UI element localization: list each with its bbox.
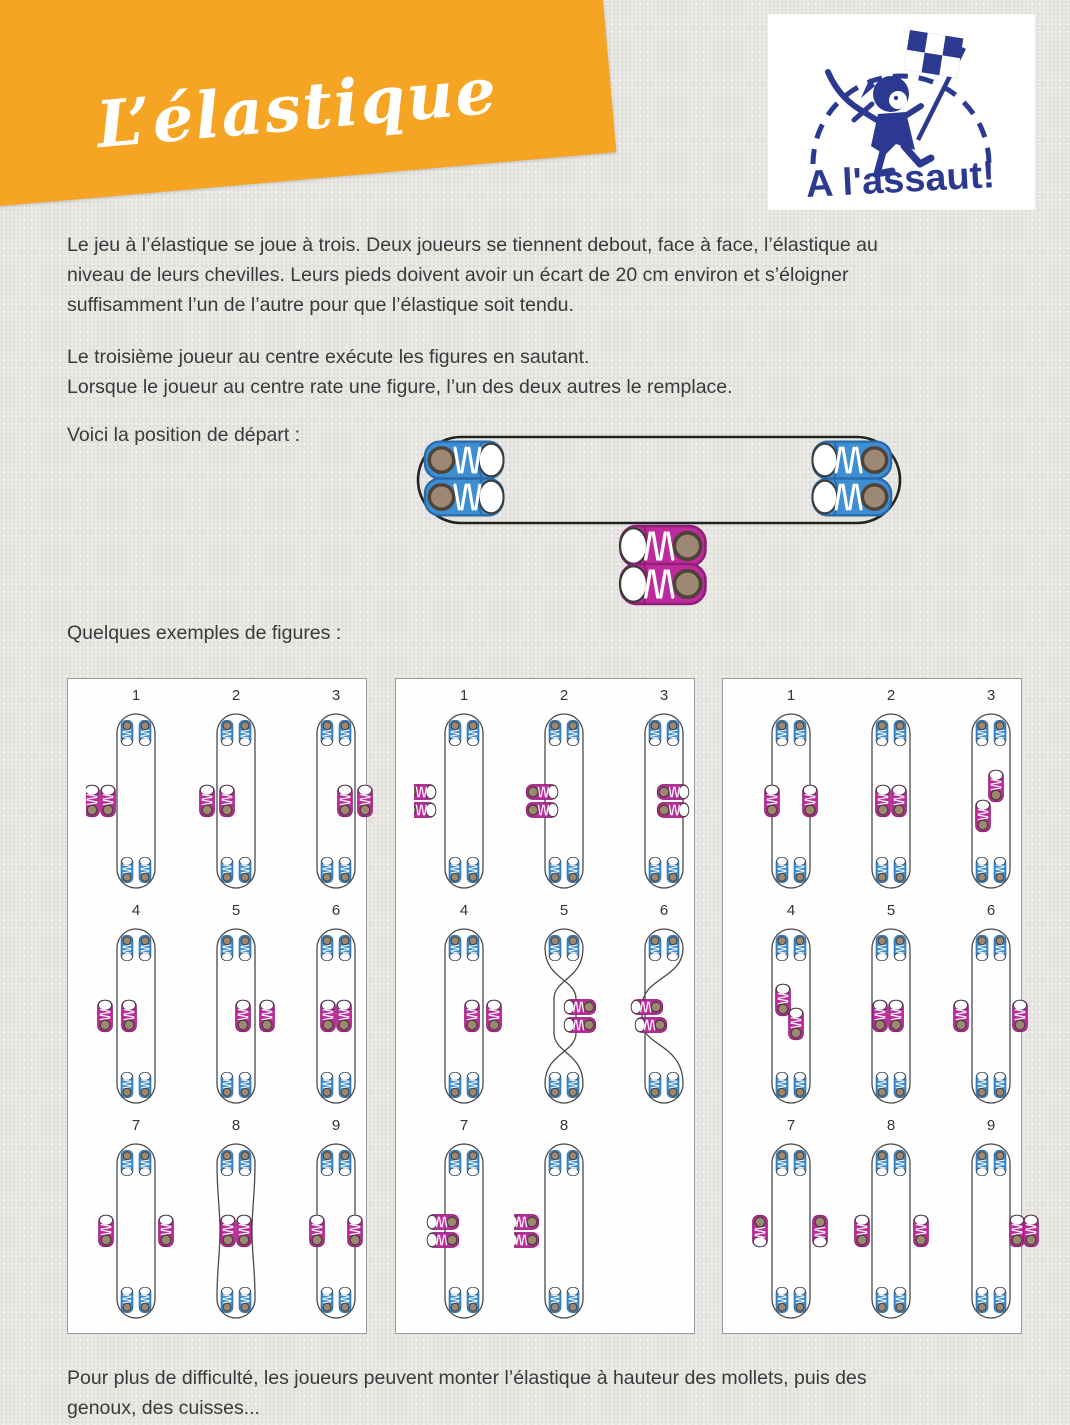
- figure-number: 8: [231, 1117, 241, 1134]
- figure-number: 9: [986, 1117, 996, 1134]
- figure-number: 5: [559, 902, 569, 919]
- shoe-icon: [449, 720, 461, 745]
- shoe-icon: [873, 1000, 888, 1031]
- figure-cell: [841, 687, 941, 899]
- shoe-icon: [321, 1287, 333, 1312]
- shoe-icon: [139, 857, 151, 882]
- figure-cell: [741, 902, 841, 1114]
- figure-diagram: [186, 706, 286, 896]
- shoe-icon: [894, 720, 906, 745]
- figure-number: 6: [659, 902, 669, 919]
- shoe-icon: [121, 1072, 133, 1097]
- shoe-icon: [976, 800, 991, 831]
- shoe-icon: [894, 857, 906, 882]
- figure-number: 8: [886, 1117, 896, 1134]
- shoe-icon: [657, 803, 688, 818]
- shoe-icon: [339, 857, 351, 882]
- shoe-icon: [220, 785, 235, 816]
- shoe-icon: [631, 1000, 662, 1015]
- shoe-icon: [889, 1000, 904, 1031]
- shoe-icon: [794, 720, 806, 745]
- figure-number: 5: [886, 902, 896, 919]
- shoe-icon: [98, 1000, 113, 1031]
- shoe-icon: [414, 785, 436, 800]
- shoe-icon: [794, 1287, 806, 1312]
- shoe-icon: [121, 857, 133, 882]
- shoe-icon: [876, 935, 888, 960]
- shoe-icon: [776, 720, 788, 745]
- shoe-icon: [567, 720, 579, 745]
- shoe-icon: [239, 1150, 251, 1175]
- shoe-icon: [667, 935, 679, 960]
- shoe-icon: [467, 857, 479, 882]
- figures-heading: Quelques exemples de figures :: [67, 622, 342, 644]
- shoe-icon: [321, 1072, 333, 1097]
- shoe-icon: [159, 1215, 174, 1246]
- shoe-icon: [549, 857, 561, 882]
- figure-number: 1: [131, 687, 141, 704]
- shoe-icon: [487, 1000, 502, 1031]
- figure-diagram: [86, 921, 186, 1111]
- shoe-icon: [976, 1150, 988, 1175]
- shoe-icon: [321, 1150, 333, 1175]
- figure-number: 1: [786, 687, 796, 704]
- shoe-icon: [667, 1072, 679, 1097]
- shoe-icon: [776, 1287, 788, 1312]
- figure-number: 3: [659, 687, 669, 704]
- shoe-icon: [467, 1150, 479, 1175]
- page-title: L’élastique: [93, 53, 501, 164]
- figure-cell: [514, 902, 614, 1114]
- figure-number: 4: [786, 902, 796, 919]
- shoe-icon: [976, 935, 988, 960]
- shoe-icon: [876, 720, 888, 745]
- shoe-icon: [894, 1072, 906, 1097]
- shoe-icon: [635, 1018, 666, 1033]
- shoe-icon: [976, 1072, 988, 1097]
- shoe-icon: [239, 857, 251, 882]
- figure-cell: [414, 687, 514, 899]
- shoe-icon: [753, 1215, 768, 1246]
- shoe-icon: [989, 770, 1004, 801]
- figure-diagram: [286, 921, 386, 1111]
- shoe-icon: [121, 720, 133, 745]
- figure-cell: [941, 1117, 1041, 1329]
- shoe-icon: [776, 984, 791, 1015]
- shoe-icon: [894, 935, 906, 960]
- figure-number: 2: [886, 687, 896, 704]
- figure-diagram: [86, 1136, 186, 1326]
- figure-cell: [514, 1117, 614, 1329]
- figure-cell: [86, 902, 186, 1114]
- figure-number: 3: [331, 687, 341, 704]
- figure-number: 9: [331, 1117, 341, 1134]
- figure-number: 3: [986, 687, 996, 704]
- figure-diagram: [841, 706, 941, 896]
- shoe-icon: [139, 720, 151, 745]
- shoe-icon: [121, 1287, 133, 1312]
- shoe-icon: [549, 1150, 561, 1175]
- figure-cell: [86, 687, 186, 899]
- shoe-icon: [348, 1215, 363, 1246]
- logo-title: A l'assaut!: [804, 154, 996, 206]
- shoe-icon: [514, 1233, 539, 1248]
- shoe-icon: [514, 1215, 539, 1230]
- shoe-icon: [221, 1150, 233, 1175]
- shoe-icon: [221, 1287, 233, 1312]
- figure-number: 6: [331, 902, 341, 919]
- flag-icon: [904, 30, 964, 140]
- shoe-icon: [567, 857, 579, 882]
- shoe-icon: [358, 785, 373, 816]
- shoe-icon: [549, 1287, 561, 1312]
- shoe-icon: [876, 857, 888, 882]
- figure-cell: [414, 902, 514, 1114]
- shoe-icon: [813, 1215, 828, 1246]
- start-position-label: Voici la position de départ :: [67, 424, 301, 446]
- shoe-icon: [994, 857, 1006, 882]
- figure-diagram: [941, 921, 1041, 1111]
- shoe-icon: [812, 479, 891, 516]
- shoe-icon: [976, 720, 988, 745]
- shoe-icon: [427, 1215, 458, 1230]
- intro-p2-line2: Lorsque le joueur au centre rate une figure, l’un des deux autres le remplace.: [67, 376, 733, 398]
- shoe-icon: [221, 720, 233, 745]
- shoe-icon: [876, 1150, 888, 1175]
- shoe-icon: [321, 720, 333, 745]
- shoe-icon: [876, 1072, 888, 1097]
- shoe-icon: [339, 1072, 351, 1097]
- shoe-icon: [649, 720, 661, 745]
- figure-cell: [186, 1117, 286, 1329]
- footer-line1: Pour plus de difficulté, les joueurs peuvent monter l’élastique à hauteur des mollets, puis des: [67, 1367, 867, 1389]
- shoe-icon: [239, 935, 251, 960]
- shoe-icon: [994, 1150, 1006, 1175]
- intro-p1-line1: Le jeu à l’élastique se joue à trois. Deux joueurs se tiennent debout, face à face, l’élastique au: [67, 234, 878, 256]
- shoe-icon: [794, 1150, 806, 1175]
- shoe-icon: [337, 1000, 352, 1031]
- figure-cell: [286, 687, 386, 899]
- intro-paragraph-1: [67, 230, 878, 320]
- figure-cell: [186, 902, 286, 1114]
- shoe-icon: [564, 1000, 595, 1015]
- shoe-icon: [321, 1000, 336, 1031]
- shoe-icon: [789, 1008, 804, 1039]
- figure-cell: [841, 902, 941, 1114]
- figure-cell: [941, 902, 1041, 1114]
- shoe-icon: [427, 1233, 458, 1248]
- shoe-icon: [667, 720, 679, 745]
- shoe-icon: [86, 785, 99, 816]
- shoe-icon: [414, 803, 436, 818]
- figure-diagram: [741, 921, 841, 1111]
- figure-diagram: [614, 921, 714, 1111]
- footer-line2: genoux, des cuisses...: [67, 1397, 260, 1419]
- shoe-icon: [139, 1072, 151, 1097]
- figure-number: 1: [459, 687, 469, 704]
- shoe-icon: [449, 935, 461, 960]
- start-position-diagram: [410, 430, 950, 615]
- figure-diagram: [86, 706, 186, 896]
- intro-p2-line1: Le troisième joueur au centre exécute les figures en sautant.: [67, 346, 590, 368]
- figure-diagram: [741, 706, 841, 896]
- logo: [768, 14, 1035, 210]
- shoe-icon: [321, 857, 333, 882]
- shoe-icon: [236, 1000, 251, 1031]
- shoe-icon: [121, 935, 133, 960]
- intro-p1-line2: niveau de leurs chevilles. Leurs pieds doivent avoir un écart de 20 cm environ et s’éloigner: [67, 264, 849, 286]
- shoe-icon: [549, 1072, 561, 1097]
- shoe-icon: [649, 857, 661, 882]
- shoe-icon: [667, 857, 679, 882]
- shoe-icon: [994, 1072, 1006, 1097]
- shoe-icon: [657, 785, 688, 800]
- figures-panel-2: [395, 678, 695, 1334]
- shoe-icon: [121, 1150, 133, 1175]
- intro-paragraph-2: [67, 342, 733, 402]
- figure-number: 7: [131, 1117, 141, 1134]
- intro-p1-line3: suffisamment l’un de l’autre pour que l’élastique soit tendu.: [67, 294, 574, 316]
- shoe-icon: [649, 935, 661, 960]
- shoe-icon: [101, 785, 116, 816]
- shoe-icon: [338, 785, 353, 816]
- figure-cell: [414, 1117, 514, 1329]
- shoe-icon: [99, 1215, 114, 1246]
- shoe-icon: [776, 857, 788, 882]
- figure-cell: [286, 902, 386, 1114]
- figure-diagram: [841, 1136, 941, 1326]
- shoe-icon: [914, 1215, 929, 1246]
- shoe-icon: [812, 442, 891, 479]
- shoe-icon: [620, 526, 706, 566]
- figure-cell: [614, 687, 714, 899]
- shoe-icon: [994, 935, 1006, 960]
- shoe-icon: [954, 1000, 969, 1031]
- footer-paragraph: [67, 1363, 867, 1423]
- figures-panel-1: [67, 678, 367, 1334]
- shoe-icon: [260, 1000, 275, 1031]
- figure-number: 8: [559, 1117, 569, 1134]
- figures-panel-3: [722, 678, 1022, 1334]
- shoe-icon: [892, 785, 907, 816]
- shoe-icon: [221, 1215, 236, 1246]
- shoe-icon: [567, 1072, 579, 1097]
- figure-diagram: [941, 706, 1041, 896]
- shoe-icon: [794, 1072, 806, 1097]
- figure-diagram: [514, 1136, 614, 1326]
- figure-diagram: [614, 706, 714, 896]
- shoe-icon: [449, 1287, 461, 1312]
- shoe-icon: [526, 785, 557, 800]
- figure-diagram: [514, 706, 614, 896]
- shoe-icon: [239, 720, 251, 745]
- shoe-icon: [139, 935, 151, 960]
- figure-number: 4: [459, 902, 469, 919]
- shoe-icon: [894, 1287, 906, 1312]
- shoe-icon: [994, 1287, 1006, 1312]
- shoe-icon: [803, 785, 818, 816]
- shoe-icon: [467, 935, 479, 960]
- shoe-icon: [449, 1072, 461, 1097]
- shoe-icon: [776, 1150, 788, 1175]
- figure-diagram: [186, 1136, 286, 1326]
- figure-number: 7: [786, 1117, 796, 1134]
- shoe-icon: [1024, 1215, 1039, 1246]
- figure-diagram: [414, 706, 514, 896]
- figure-cell: [286, 1117, 386, 1329]
- shoe-icon: [794, 935, 806, 960]
- figure-cell: [841, 1117, 941, 1329]
- figure-diagram: [414, 1136, 514, 1326]
- shoe-icon: [467, 720, 479, 745]
- shoe-icon: [876, 785, 891, 816]
- figure-diagram: [186, 921, 286, 1111]
- shoe-icon: [239, 1287, 251, 1312]
- figure-number: 2: [231, 687, 241, 704]
- shoe-icon: [425, 442, 504, 479]
- shoe-icon: [1013, 1000, 1028, 1031]
- shoe-icon: [465, 1000, 480, 1031]
- figure-diagram: [841, 921, 941, 1111]
- figure-cell: [514, 687, 614, 899]
- figure-number: 2: [559, 687, 569, 704]
- shoe-icon: [221, 935, 233, 960]
- shoe-icon: [339, 1150, 351, 1175]
- shoe-icon: [876, 1287, 888, 1312]
- shoe-icon: [467, 1287, 479, 1312]
- figure-diagram: [414, 921, 514, 1111]
- shoe-icon: [221, 857, 233, 882]
- figure-diagram: [941, 1136, 1041, 1326]
- shoe-icon: [976, 1287, 988, 1312]
- shoe-icon: [567, 1150, 579, 1175]
- shoe-icon: [139, 1287, 151, 1312]
- shoe-icon: [122, 1000, 137, 1031]
- shoe-icon: [1010, 1215, 1025, 1246]
- shoe-icon: [994, 720, 1006, 745]
- shoe-icon: [526, 803, 557, 818]
- figure-number: 7: [459, 1117, 469, 1134]
- logo-graphic: [768, 14, 1035, 210]
- figure-cell: [614, 902, 714, 1114]
- figure-cell: [741, 1117, 841, 1329]
- figure-number: 6: [986, 902, 996, 919]
- figure-cell: [86, 1117, 186, 1329]
- shoe-icon: [620, 564, 706, 604]
- shoe-icon: [339, 935, 351, 960]
- shoe-icon: [339, 720, 351, 745]
- shoe-icon: [239, 1072, 251, 1097]
- shoe-icon: [549, 720, 561, 745]
- figure-number: 5: [231, 902, 241, 919]
- shoe-icon: [794, 857, 806, 882]
- shoe-icon: [976, 857, 988, 882]
- figure-number: 4: [131, 902, 141, 919]
- shoe-icon: [237, 1215, 252, 1246]
- shoe-icon: [765, 785, 780, 816]
- title-banner: [0, 0, 616, 207]
- shoe-icon: [425, 479, 504, 516]
- figure-diagram: [286, 706, 386, 896]
- shoe-icon: [321, 935, 333, 960]
- shoe-icon: [567, 935, 579, 960]
- shoe-icon: [564, 1018, 595, 1033]
- figure-diagram: [286, 1136, 386, 1326]
- shoe-icon: [139, 1150, 151, 1175]
- figure-diagram: [741, 1136, 841, 1326]
- shoe-icon: [855, 1215, 870, 1246]
- shoe-icon: [310, 1215, 325, 1246]
- shoe-icon: [200, 785, 215, 816]
- shoe-icon: [549, 935, 561, 960]
- shoe-icon: [649, 1072, 661, 1097]
- shoe-icon: [776, 935, 788, 960]
- shoe-icon: [449, 1150, 461, 1175]
- shoe-icon: [449, 857, 461, 882]
- shoe-icon: [567, 1287, 579, 1312]
- figure-cell: [941, 687, 1041, 899]
- figure-cell: [186, 687, 286, 899]
- shoe-icon: [221, 1072, 233, 1097]
- figure-diagram: [514, 921, 614, 1111]
- figure-cell: [741, 687, 841, 899]
- shoe-icon: [776, 1072, 788, 1097]
- shoe-icon: [467, 1072, 479, 1097]
- shoe-icon: [339, 1287, 351, 1312]
- shoe-icon: [894, 1150, 906, 1175]
